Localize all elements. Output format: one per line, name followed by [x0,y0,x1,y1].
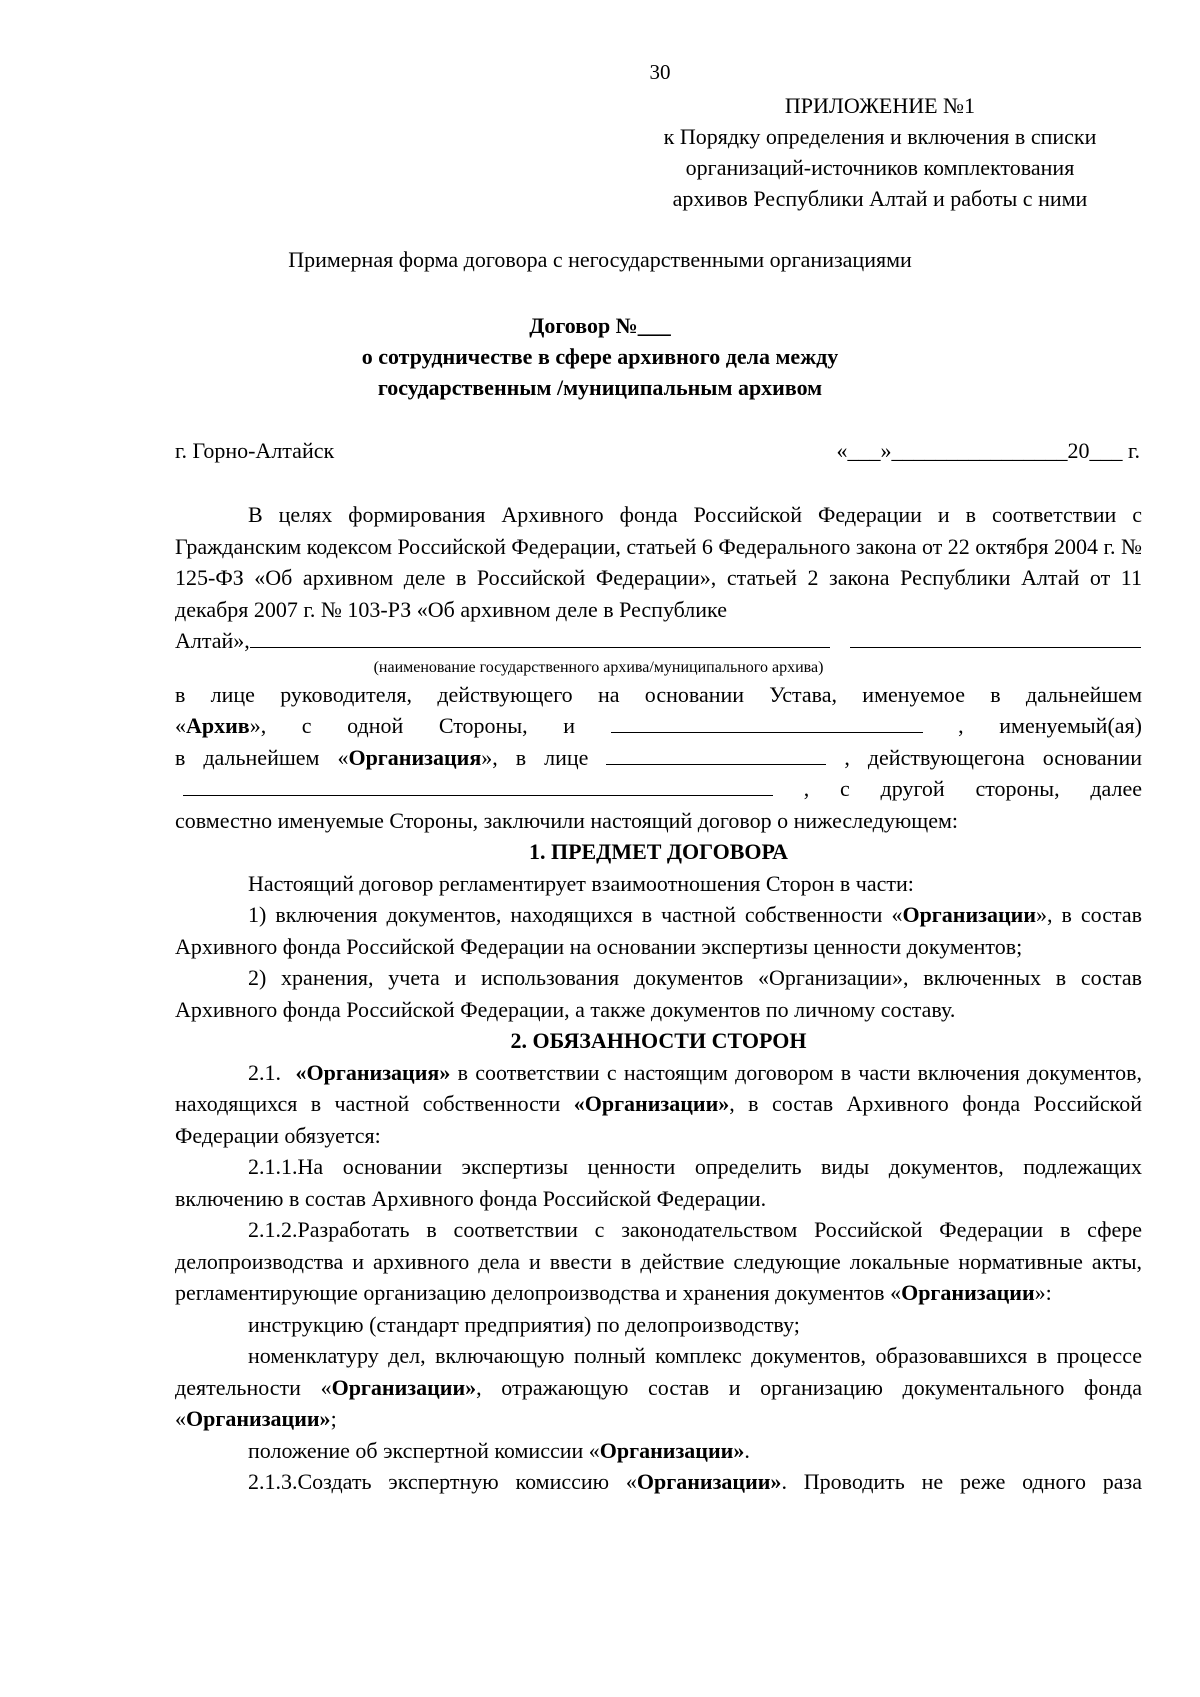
clause-list-item [175,1340,1142,1435]
section1-intro: Настоящий договор регламентирует взаимоотношения Сторон в части: [248,870,914,896]
contract-number-title: Договор №___ [529,313,671,338]
clause-bold: Организации» [636,1469,782,1494]
clause-bold: Организации» [186,1406,331,1431]
document-body [175,499,1142,1498]
preamble-line [175,742,1142,774]
preamble-archive-line [175,625,1142,657]
item-text: », в состав Архивного фонда Российской Федерации на основании экспертизы ценности документов; [175,902,1142,959]
preamble-text: Алтай», [175,628,250,653]
clause-text: ; [330,1406,337,1431]
clause-bold: Организации» [331,1374,477,1400]
appendix-line: к Порядку определения и включения в списки [663,124,1097,149]
clause-2-1 [175,1057,1142,1152]
clause-list-item: инструкцию (стандарт предприятия) по делопроизводству; [248,1311,800,1337]
preamble-line: в лице руководителя, действующего на основании Устава, именуемое в дальнейшем [175,681,1142,707]
clause-text: . [744,1437,750,1463]
section-heading-subject: 1. ПРЕДМЕТ ДОГОВОРА [528,839,789,864]
section1-item: 2) хранения, учета и использования документов «Организации», включенных в состав Архивного фонда Российской Федерации, а также документов по личному составу. [175,965,1142,1022]
archive-name-caption: (наименование государственного архива/муниципального архива) [373,658,824,676]
preamble-text: именуемый(ая) [999,713,1142,738]
item-text: 1) включения документов, находящихся в частной собственности « [248,902,903,927]
preamble-line: совместно именуемые Стороны, заключили настоящий договор о нижеследующем: [175,807,958,833]
clause-text: , в состав Архивного фонда Российской Федерации обязуется: [175,1091,1143,1148]
preamble-text: », в лице [481,744,589,770]
clause-bold: Организации [901,1280,1035,1305]
preamble-text: , [958,713,964,738]
basis-document-blank [183,773,773,796]
archive-party-name: Архив [186,713,250,738]
organization-name-blank [611,710,923,733]
clause-list-item [175,1435,1142,1467]
appendix-header [600,90,1160,214]
contract-parties-title: государственным /муниципальным архивом [377,375,823,400]
clause-text: номенклатуру дел, включающую полный комплекс документов, образовавшихся в процессе деятельности « [175,1343,1142,1400]
appendix-line: организаций-источников комплектования [685,155,1075,180]
contract-place: г. Горно-Алтайск [175,438,335,463]
preamble-paragraph: В целях формирования Архивного фонда Российской Федерации и в соответствии с Гражданским кодексом Российской Федерации, статьей 6 Федерального закона от 22 октября 2004 г. № 125-ФЗ «Об архивном деле в Российской Федерации», статьей 2 закона Республики Алтай от 11 декабря 2007 г. № 103-РЗ «Об архивном деле в Республике [175,502,1142,622]
clause-text: »: [1034,1280,1052,1305]
preamble-text: , действующегона основании [844,744,1142,770]
clause-2-1-3 [175,1466,1142,1498]
clause-bold: «Организация» [295,1059,451,1085]
clause-text: . Проводить не реже одного раза [781,1469,1142,1494]
clause-text: 2.1.2.Разработать в соответствии с законодательством Российской Федерации в сфере делопроизводства и архивного дела и ввести в действие следующие локальные нормативные акты, регламентирующие организацию делопроизводства и хранения документов « [175,1217,1142,1305]
representative-blank [606,742,826,765]
preamble-text: в дальнейшем « [175,744,349,770]
clause-2-1-2 [175,1214,1142,1309]
organization-party-name: Организация [348,744,482,770]
archive-name-blank-2 [850,625,1141,648]
preamble-text: , с другой стороны, далее [803,776,1142,801]
clause-text: , отражающую состав и организацию документального фонда « [175,1374,1142,1431]
page-number: 30 [649,60,671,84]
contract-subject-title: о сотрудничестве в сфере архивного дела между [361,344,839,369]
section1-item [175,899,1142,962]
preamble-line [175,710,1142,742]
contract-date-line: «___»________________20___ г. [836,438,1140,463]
item-bold: Организации [902,902,1037,927]
quote-mark: « [175,713,186,738]
clause-bold: «Организации» [573,1091,730,1116]
appendix-title: ПРИЛОЖЕНИЕ №1 [784,93,976,118]
clause-number: 2.1. [248,1059,296,1085]
appendix-line: архивов Республики Алтай и работы с ними [672,186,1088,211]
form-title: Примерная форма договора с негосударственными организациями [288,247,912,272]
preamble-text: », с одной Стороны, и [249,713,575,738]
clause-2-1-1: 2.1.1.На основании экспертизы ценности определить виды документов, подлежащих включению в состав Архивного фонда Российской Федерации. [175,1154,1142,1211]
section-heading-obligations: 2. ОБЯЗАННОСТИ СТОРОН [510,1028,807,1053]
clause-text: положение об экспертной комиссии « [248,1437,600,1463]
preamble-line [175,773,1142,805]
clause-bold: Организации» [599,1437,745,1463]
clause-text: 2.1.3.Создать экспертную комиссию « [248,1469,637,1494]
archive-name-blank [250,625,830,648]
clause-text: в соответствии с настоящим договором в части включения документов, находящихся в частной собственности [175,1059,1142,1116]
